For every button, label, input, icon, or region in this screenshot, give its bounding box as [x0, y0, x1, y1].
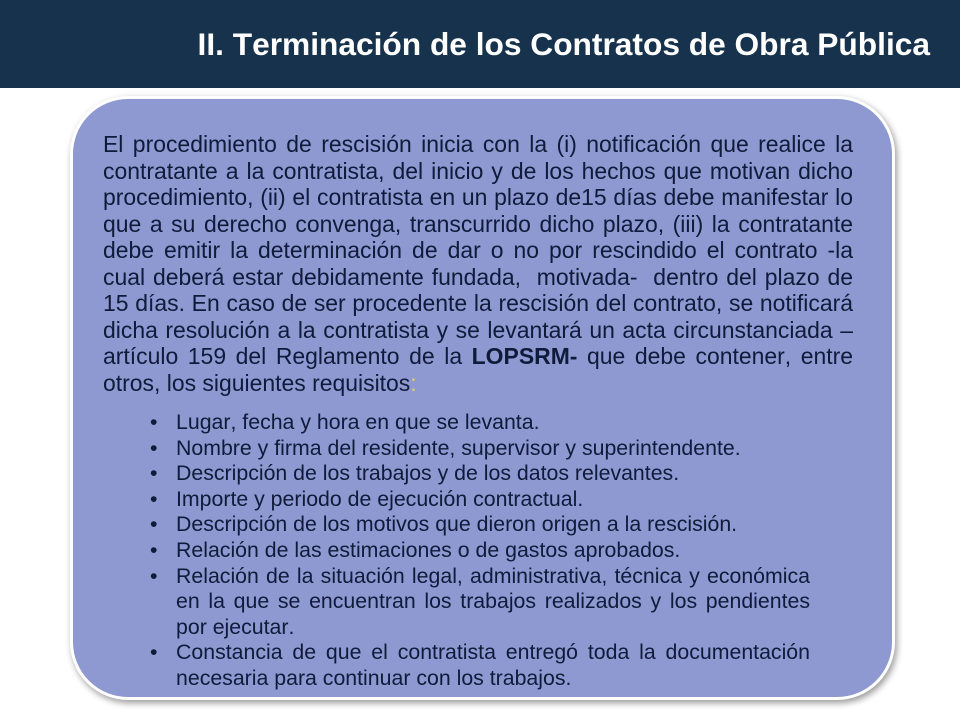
intro-paragraph [103, 131, 860, 396]
slide-title: II. Terminación de los Contratos de Obra Pública [197, 26, 930, 62]
requirement-item [150, 410, 810, 436]
content-panel [70, 96, 895, 700]
requirement-item [150, 538, 810, 564]
requirement-text: Relación de la situación legal, administrativa, técnica y económica en la que se encuentran los trabajos realizados y los pendientes por ejecutar. [176, 563, 810, 639]
requirement-text: Descripción de los trabajos y de los datos relevantes. [176, 461, 680, 486]
requirement-text: Relación de las estimaciones o de gastos aprobados. [176, 537, 681, 562]
bullet-icon [150, 461, 157, 487]
bullet-icon [150, 538, 157, 564]
header-bar [0, 0, 960, 88]
requirement-text: Nombre y firma del residente, supervisor y superintendente. [176, 435, 741, 460]
requirement-item [150, 564, 810, 641]
requirements-list [150, 410, 810, 692]
intro-text: El procedimiento de rescisión inicia con la (i) notificación que realice la contratante a la contratista, del inicio y de los hechos que motivan dicho procedimiento, (ii) el contratista en un plazo de15 días debe manifestar lo que a su derecho convenga, transcurrido dicho plazo, (iii) la contratante debe emitir la determinación de dar o no por rescindido el contrato -la cual deberá estar debidamente fundada, motivada- dentro del plazo de 15 días. En caso de ser procedente la rescisión del contrato, se notificará dicha resolución a la contratista y se levantará un acta circunstanciada – artículo 159 del Reglamento de la [103, 131, 860, 369]
bullet-icon [150, 410, 157, 436]
law-abbreviation: LOPSRM- [471, 343, 578, 369]
bullet-icon [150, 512, 157, 538]
bullet-icon [150, 487, 157, 513]
requirement-item [150, 461, 810, 487]
requirement-item [150, 487, 810, 513]
requirement-text: Descripción de los motivos que dieron origen a la rescisión. [176, 512, 738, 537]
requirement-text: Lugar, fecha y hora en que se levanta. [176, 410, 540, 434]
requirement-text: Constancia de que el contratista entregó toda la documentación necesaria para continuar con los trabajos. [176, 640, 810, 690]
requirement-item [150, 436, 810, 462]
requirement-text: Importe y periodo de ejecución contractual. [176, 486, 584, 511]
bullet-icon [150, 436, 157, 462]
requirement-item [150, 640, 810, 691]
bullet-icon [150, 564, 157, 590]
intro-colon: : [410, 369, 417, 396]
bullet-icon [150, 640, 157, 666]
requirement-item [150, 512, 810, 538]
intro-closing-text: que debe contener, entre otros, los siguientes requisitos [103, 343, 860, 396]
